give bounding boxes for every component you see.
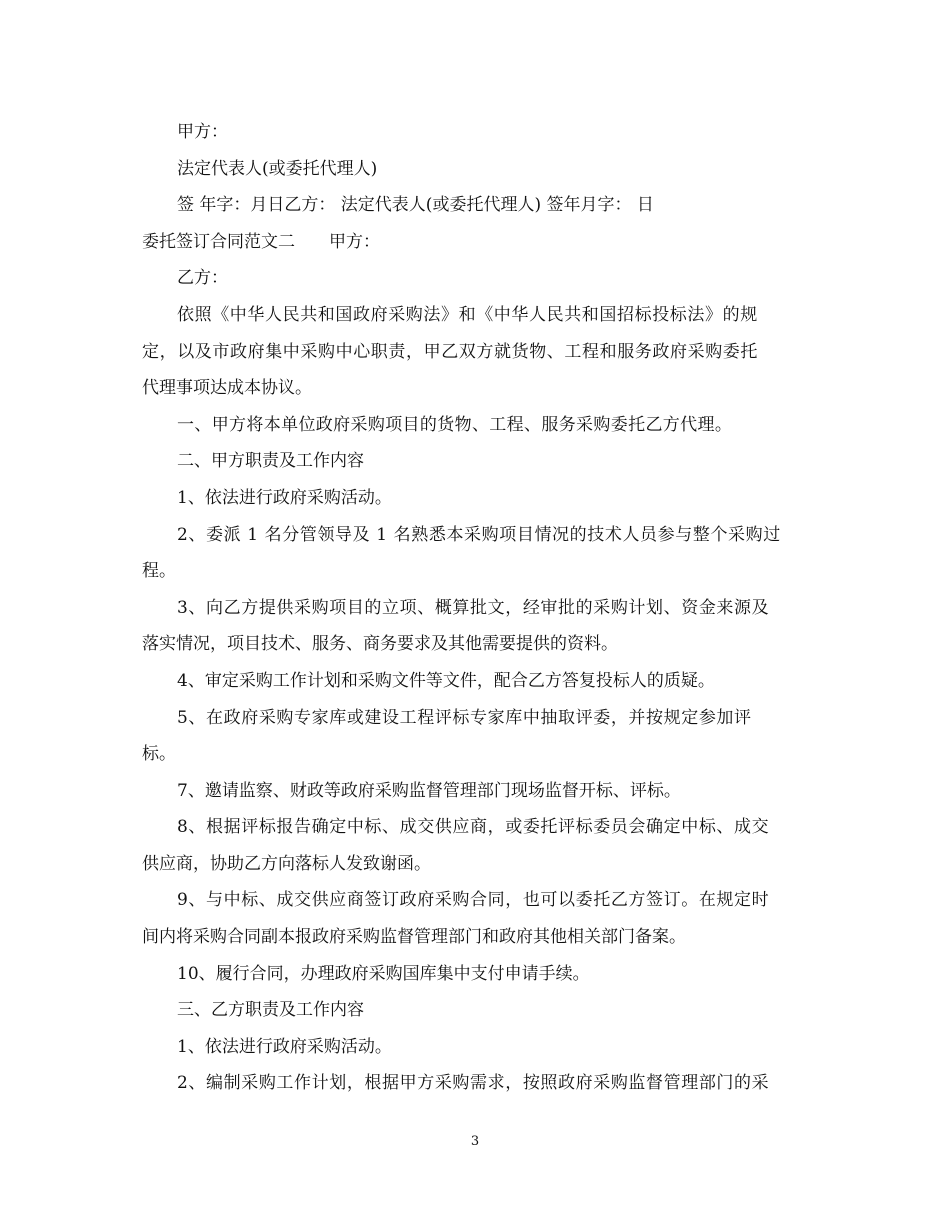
clause-line: 8、根据评标报告确定中标、成交供应商，或委托评标委员会确定中标、成交 [177,817,770,838]
clause-line: 程。 [142,561,176,582]
clause-line: 3、向乙方提供采购项目的立项、概算批文，经审批的采购计划、资金来源及 [177,597,770,618]
document-body [142,114,812,1102]
section-heading: 三、乙方职责及工作内容 [177,1000,364,1021]
clause-line: 供应商，协助乙方向落标人发致谢函。 [142,853,431,874]
clause-line: 落实情况，项目技术、服务、商务要求及其他需要提供的资料。 [142,634,618,655]
clause-line: 间内将采购合同副本报政府采购监督管理部门和政府其他相关部门备案。 [142,927,686,948]
clause-line: 5、在政府采购专家库或建设工程评标专家库中抽取评委，并按规定参加评 [177,707,752,728]
clause-line: 7、邀请监察、财政等政府采购监督管理部门现场监督开标、评标。 [177,780,681,801]
paragraph-line: 定，以及市政府集中采购中心职责，甲乙双方就货物、工程和服务政府采购委托 [142,341,758,362]
clause-line: 标。 [142,744,176,765]
section-heading: 二、甲方职责及工作内容 [177,451,364,472]
clause-line: 2、编制采购工作计划，根据甲方采购需求，按照政府采购监督管理部门的采 [177,1073,770,1094]
legal-representative-line: 法定代表人(或委托代理人) [177,158,378,179]
clause-line: 一、甲方将本单位政府采购项目的货物、工程、服务采购委托乙方代理。 [177,414,733,435]
clause-line: 2、委派 1 名分管领导及 1 名熟悉本采购项目情况的技术人员参与整个采购过 [177,524,781,545]
signature-date-line: 签 年字：月日乙方： 法定代表人(或委托代理人) 签年月字： 日 [177,195,654,216]
paragraph-line: 依照《中华人民共和国政府采购法》和《中华人民共和国招标投标法》的规 [177,304,758,325]
clause-line: 4、审定采购工作计划和采购文件等文件，配合乙方答复投标人的质疑。 [177,670,715,691]
party-a-label: 甲方： [177,122,228,142]
clause-line: 1、依法进行政府采购活动。 [177,487,392,508]
party-b-label: 乙方： [177,268,228,289]
clause-line: 9、与中标、成交供应商签订政府采购合同，也可以委托乙方签订。在规定时 [177,890,770,911]
page-number: 3 [470,1134,480,1149]
section-heading-sample-two: 委托签订合同范文二 甲方： [142,231,380,252]
paragraph-line: 代理事项达成本协议。 [142,378,312,399]
clause-line: 1、依法进行政府采购活动。 [177,1036,392,1057]
clause-line: 10、履行合同，办理政府采购国库集中支付申请手续。 [177,963,590,984]
